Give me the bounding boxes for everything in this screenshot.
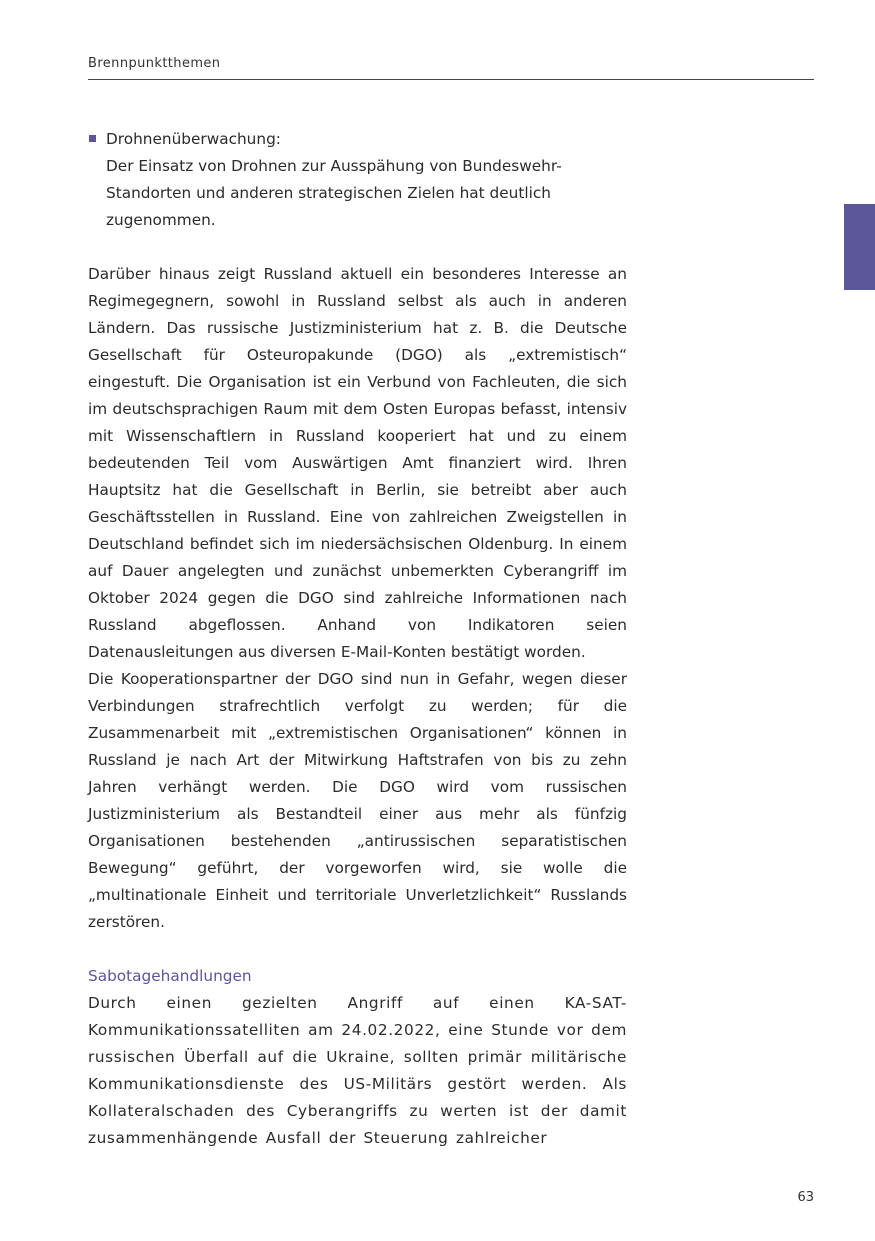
page-number: 63 (797, 1190, 814, 1205)
bullet-item (88, 126, 627, 234)
spacer (88, 936, 627, 963)
paragraph-dgo-interest: Darüber hinaus zeigt Russland aktuell ein besonderes Interesse an Regimegegnern, sowohl in Russland selbst als auch in anderen Ländern. Das russische Justizministerium hat z. B. die Deutsche Gesellschaft für Osteuropakunde (DGO) als „extremistisch“ eingestuft. Die Organisation ist ein Verbund von Fachleuten, die sich im deutschsprachigen Raum mit dem Osten Europas befasst, intensiv mit Wissenschaftlern in Russland kooperiert hat und zu einem bedeutenden Teil vom Auswärtigen Amt finanziert wird. Ihren Hauptsitz hat die Gesellschaft in Berlin, sie betreibt aber auch Geschäftsstellen in Russland. Eine von zahlreichen Zweigstellen in Deutschland befindet sich im niedersächsischen Oldenburg. In einem auf Dauer angelegten und zunächst unbemerkten Cyberangriff im Oktober 2024 gegen die DGO sind zahlreiche Informationen nach Russland abgeflossen. Anhand von Indikatoren seien Datenausleitungen aus diversen E-Mail-Konten bestätigt worden. (88, 265, 627, 661)
chapter-tab-marker (844, 204, 875, 290)
paragraph-sabotage: Durch einen gezielten Angriff auf einen KA-SAT-Kommunikationssatelliten am 24.02.2022, eine Stunde vor dem russischen Überfall auf die Ukraine, sollten primär militärische Kommunikationsdienste des US-Militärs gestört werden. Als Kollateralschaden des Cyberangriffs zu werten ist der damit zusammenhängende Ausfall der Steuerung zahlreicher (88, 994, 627, 1147)
paragraph-dgo-partners: Die Kooperationspartner der DGO sind nun in Gefahr, wegen dieser Verbindungen strafrechtlich verfolgt zu werden; für die Zusammenarbeit mit „extremistischen Organisationen“ können in Russland je nach Art der Mitwirkung Haftstrafen von bis zu zehn Jahren verhängt werden. Die DGO wird vom russischen Justizministerium als Bestandteil einer aus mehr als fünfzig Organisationen bestehenden „antirussischen separatistischen Bewegung“ geführt, der vorgeworfen wird, sie wolle die „multinationale Einheit und territoriale Unverletzlichkeit“ Russlands zerstören. (88, 670, 627, 931)
running-header: Brennpunktthemen (88, 56, 221, 71)
body-text (88, 126, 627, 1152)
spacer (88, 234, 627, 261)
square-bullet-icon (89, 135, 96, 142)
bullet-title: Drohnenüberwachung: (106, 130, 281, 148)
bullet-text: Der Einsatz von Drohnen zur Ausspähung von Bundeswehr-Standorten und anderen strategischen Zielen hat deutlich zugenommen. (106, 157, 562, 229)
header-rule (88, 79, 814, 80)
section-heading: Sabotagehandlungen (88, 967, 252, 985)
